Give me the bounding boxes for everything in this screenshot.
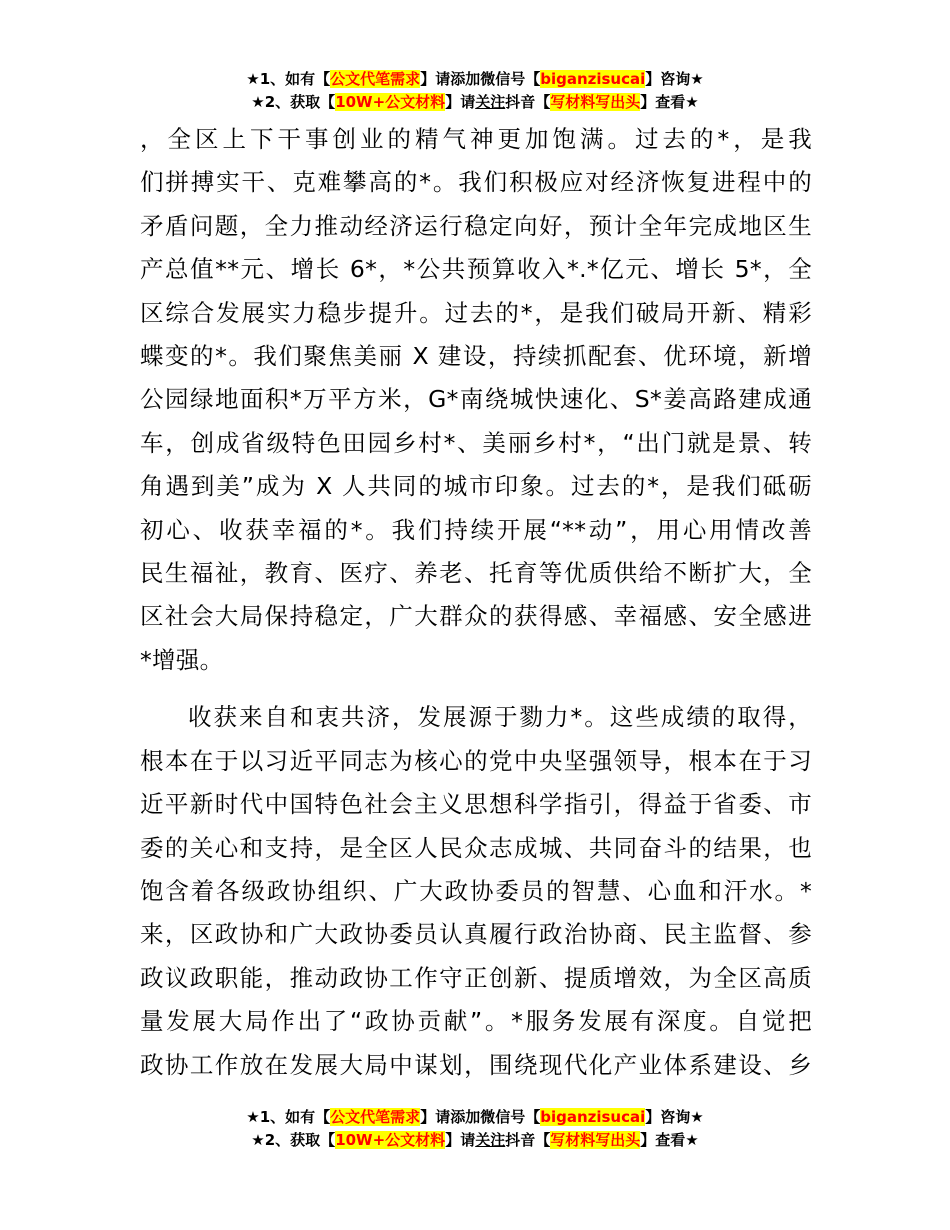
- promo-2-middle-2: 抖音【: [505, 93, 551, 111]
- text-line: 矛盾问题，全力推动经济运行稳定向好，预计全年完成地区生: [140, 211, 812, 240]
- promo-1-middle: 】请添加微信号【: [420, 70, 541, 88]
- text-line: 根本在于以习近平同志为核心的党中央坚强领导，根本在于习: [140, 746, 812, 775]
- paragraph-2: [140, 696, 812, 1087]
- promo-1-wechat-id: biganzisucai: [540, 70, 646, 88]
- text-line: 角遇到美”成为 X 人共同的城市印象。过去的*，是我们砥砺: [140, 472, 812, 501]
- text-line: 公园绿地面积*万平方米，G*南绕城快速化、S*姜高路建成通: [140, 385, 812, 414]
- promo-1-highlight-service: 公文代笔需求: [330, 70, 421, 88]
- text-line: 近平新时代中国特色社会主义思想科学指引，得益于省委、市: [140, 790, 812, 819]
- top-promo-banner: [0, 68, 950, 114]
- text-line: 蝶变的*。我们聚焦美丽 X 建设，持续抓配套、优环境，新增: [140, 342, 812, 371]
- text-line: 们拼搏实干、克难攀高的*。我们积极应对经济恢复进程中的: [140, 168, 812, 197]
- text-line: 饱含着各级政协组织、广大政协委员的智慧、心血和汗水。*: [140, 876, 812, 905]
- promo-2-follow: 关注: [475, 93, 506, 111]
- promo-1-suffix: 】咨询★: [645, 70, 704, 88]
- promo-1-middle: 】请添加微信号【: [420, 1108, 541, 1126]
- promo-2-middle: 】请: [445, 93, 476, 111]
- text-line: 量发展大局作出了“政协贡献”。*服务发展有深度。自觉把: [140, 1007, 812, 1036]
- promo-1-suffix: 】咨询★: [645, 1108, 704, 1126]
- promo-line-1: [0, 68, 950, 91]
- text-line: 政协工作放在发展大局中谋划，围绕现代化产业体系建设、乡: [140, 1050, 812, 1079]
- text-line: 民生福祉，教育、医疗、养老、托育等优质供给不断扩大，全: [140, 559, 812, 588]
- promo-1-prefix: ★1、如有【: [246, 1108, 331, 1126]
- text-line: *增强。: [140, 645, 224, 674]
- promo-1-highlight-service: 公文代笔需求: [330, 1108, 421, 1126]
- promo-2-douyin-account: 写材料写出头: [550, 1131, 641, 1149]
- text-line: ，全区上下干事创业的精气神更加饱满。过去的*，是我: [140, 125, 812, 153]
- text-line: 来，区政协和广大政协委员认真履行政治协商、民主监督、参: [140, 920, 812, 949]
- promo-2-suffix: 】查看★: [640, 93, 699, 111]
- document-body: [140, 118, 812, 1087]
- text-line: 区综合发展实力稳步提升。过去的*，是我们破局开新、精彩: [140, 298, 812, 327]
- promo-2-highlight-materials: 10W+公文材料: [335, 1131, 446, 1149]
- text-line: 区社会大局保持稳定，广大群众的获得感、幸福感、安全感进: [140, 602, 812, 631]
- text-line: 初心、收获幸福的*。我们持续开展“**动”，用心用情改善: [140, 515, 812, 544]
- promo-2-douyin-account: 写材料写出头: [550, 93, 641, 111]
- promo-2-prefix: ★2、获取【: [251, 1131, 336, 1149]
- text-line: 委的关心和支持，是全区人民众志成城、共同奋斗的结果，也: [140, 833, 812, 862]
- promo-line-2: [0, 91, 950, 114]
- promo-2-middle-2: 抖音【: [505, 1131, 551, 1149]
- promo-1-wechat-id: biganzisucai: [540, 1108, 646, 1126]
- text-line: 车，创成省级特色田园乡村*、美丽乡村*，“出门就是景、转: [140, 428, 812, 457]
- promo-line-2: [0, 1129, 950, 1152]
- bottom-promo-banner: [0, 1106, 950, 1152]
- promo-line-1: [0, 1106, 950, 1129]
- promo-1-prefix: ★1、如有【: [246, 70, 331, 88]
- text-line: 政议政职能，推动政协工作守正创新、提质增效，为全区高质: [140, 963, 812, 992]
- promo-2-highlight-materials: 10W+公文材料: [335, 93, 446, 111]
- text-line: 产总值**元、增长 6*，*公共预算收入*.*亿元、增长 5*，全: [140, 255, 812, 284]
- promo-2-follow: 关注: [475, 1131, 506, 1149]
- promo-2-suffix: 】查看★: [640, 1131, 699, 1149]
- promo-2-middle: 】请: [445, 1131, 476, 1149]
- promo-2-prefix: ★2、获取【: [251, 93, 336, 111]
- paragraph-1: [140, 118, 812, 682]
- text-line: 收获来自和衷共济，发展源于勠力*。这些成绩的取得，: [188, 703, 812, 732]
